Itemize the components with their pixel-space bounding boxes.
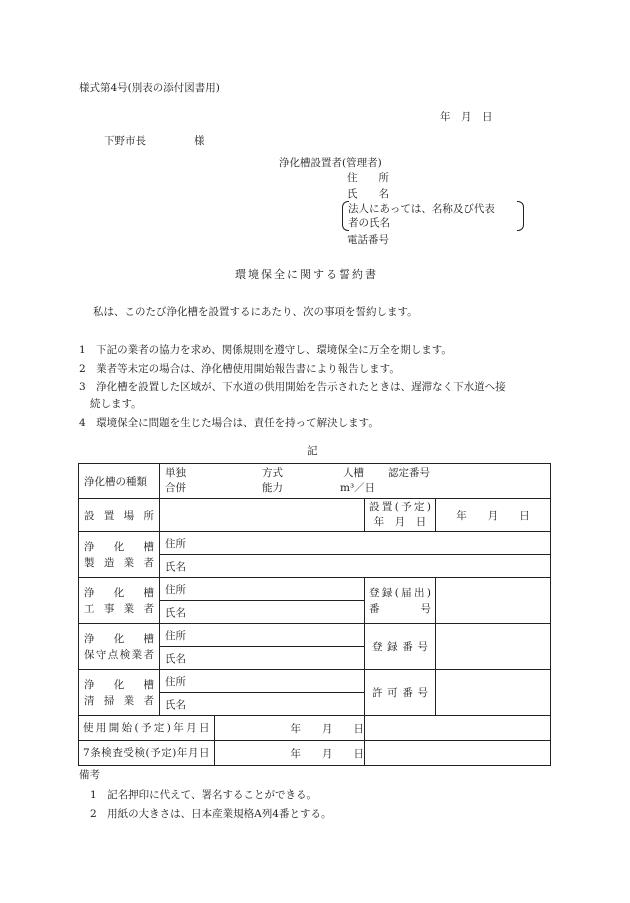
inspector-label-1: 浄化槽: [84, 632, 154, 645]
use-start-blank: [365, 716, 551, 741]
permit-value[interactable]: [436, 670, 551, 716]
use-start-label: 使用開始(予定)年月日: [79, 716, 215, 740]
nintei-bangou: 認定番号: [388, 467, 430, 479]
row-cleaner-1: [79, 670, 551, 693]
type-row-1: [165, 466, 545, 481]
inspector-label-2: 保守点検業者: [84, 648, 154, 661]
remark-1: 1 記名押印に代えて、署名することができる。: [90, 789, 317, 801]
document-title: 環境保全に関する誓約書: [235, 268, 378, 281]
ki-heading: 記: [307, 445, 318, 457]
row-place: [79, 499, 551, 532]
addressee-honorific: 様: [194, 135, 205, 147]
ninsou: 人槽: [343, 467, 364, 479]
row-inspect: [79, 741, 551, 766]
maker-address[interactable]: 住所: [160, 532, 551, 555]
details-table: [78, 463, 551, 766]
builder-address[interactable]: 住所: [160, 578, 365, 601]
builder-label-1: 浄化槽: [84, 586, 154, 599]
row-builder-1: [79, 578, 551, 601]
builder-label: [79, 578, 160, 624]
permit-label: 許可番号: [365, 670, 436, 716]
pledge-item-4: 4 環境保全に問題を生じた場合は、責任を持って解決します。: [79, 417, 379, 429]
setup-date-label-1: 設置(予定): [369, 501, 431, 513]
use-start-value[interactable]: 年 月 日: [290, 722, 364, 735]
row-type: [79, 464, 551, 499]
maker-label: [79, 532, 160, 578]
pledge-item-3: 3 浄化槽を設置した区域が、下水道の供用開始を告示されたときは、遅滞なく下水道へ接: [79, 381, 506, 393]
reg-label: [365, 578, 436, 624]
setup-date-value[interactable]: 年 月 日: [436, 499, 551, 532]
owner-name-label: 氏 名: [347, 188, 389, 200]
form-number: 様式第4号(別表の添付図書用): [79, 82, 220, 94]
pledge-item-3-cont: 続します。: [90, 398, 142, 410]
owner-phone-label: 電話番号: [347, 234, 389, 246]
owner-address-label: 住 所: [347, 172, 389, 184]
corporate-note-line1: 法人にあっては、名称及び代表: [348, 203, 495, 215]
corporate-note-line2: 者の氏名: [348, 217, 390, 229]
maker-name[interactable]: 氏名: [160, 555, 551, 578]
builder-name[interactable]: 氏名: [160, 601, 365, 624]
reg-number-value[interactable]: [436, 624, 551, 670]
maker-label-2: 製造業者: [84, 556, 154, 569]
type-label: 浄化槽の種類: [79, 464, 160, 499]
pledge-item-2: 2 業者等未定の場合は、浄化槽使用開始報告書により報告します。: [79, 363, 400, 375]
reg-label-2: 番号: [369, 602, 431, 615]
addressee: [104, 133, 205, 148]
maker-label-1: 浄化槽: [84, 540, 154, 553]
cleaner-label: [79, 670, 160, 716]
row-maker-1: [79, 532, 551, 555]
inspector-address[interactable]: 住所: [160, 624, 365, 647]
inspector-label: [79, 624, 160, 670]
builder-label-2: 工事業者: [84, 602, 154, 615]
reg-number-label: 登録番号: [365, 624, 436, 670]
corporate-note: [342, 201, 522, 229]
type-row-2: [165, 481, 545, 496]
date-line: 年 月 日: [440, 111, 493, 123]
use-start: [79, 716, 365, 741]
inspect: [79, 741, 365, 766]
row-inspector-1: [79, 624, 551, 647]
type-options: [160, 464, 551, 499]
pledge-item-1: 1 下記の業者の協力を求め、関係規則を遵守し、環境保全に万全を期します。: [79, 344, 452, 356]
setup-date-label-2: 年 月 日: [373, 516, 427, 528]
reg-value[interactable]: [436, 578, 551, 624]
capacity-unit: m³／日: [340, 482, 376, 494]
tandoku: 単独: [165, 467, 186, 479]
reg-label-1: 登録(届出): [369, 586, 431, 599]
cleaner-label-2: 清掃業者: [84, 694, 154, 707]
addressee-name: 下野市長: [104, 135, 146, 147]
inspect-label: 7条検査受検(予定)年月日: [79, 741, 215, 765]
gappei: 合併: [165, 482, 186, 494]
cleaner-name[interactable]: 氏名: [160, 693, 365, 716]
place-value[interactable]: [160, 499, 365, 532]
owner-title: 浄化槽設置者(管理者): [279, 157, 382, 169]
remarks-title: 備考: [79, 769, 100, 781]
inspect-blank: [365, 741, 551, 766]
inspect-value[interactable]: 年 月 日: [290, 747, 364, 760]
cleaner-address[interactable]: 住所: [160, 670, 365, 693]
nouryoku: 能力: [262, 482, 283, 494]
cleaner-label-1: 浄化槽: [84, 678, 154, 691]
row-use-start: [79, 716, 551, 741]
inspector-name[interactable]: 氏名: [160, 647, 365, 670]
intro-text: 私は、このたび浄化槽を設置するにあたり、次の事項を誓約します。: [93, 306, 418, 318]
houshiki: 方式: [262, 467, 283, 479]
setup-date-label: [365, 499, 436, 532]
place-label: 設置場所: [79, 499, 160, 532]
remark-2: 2 用紙の大きさは、日本産業規格A列4番とする。: [90, 808, 332, 820]
